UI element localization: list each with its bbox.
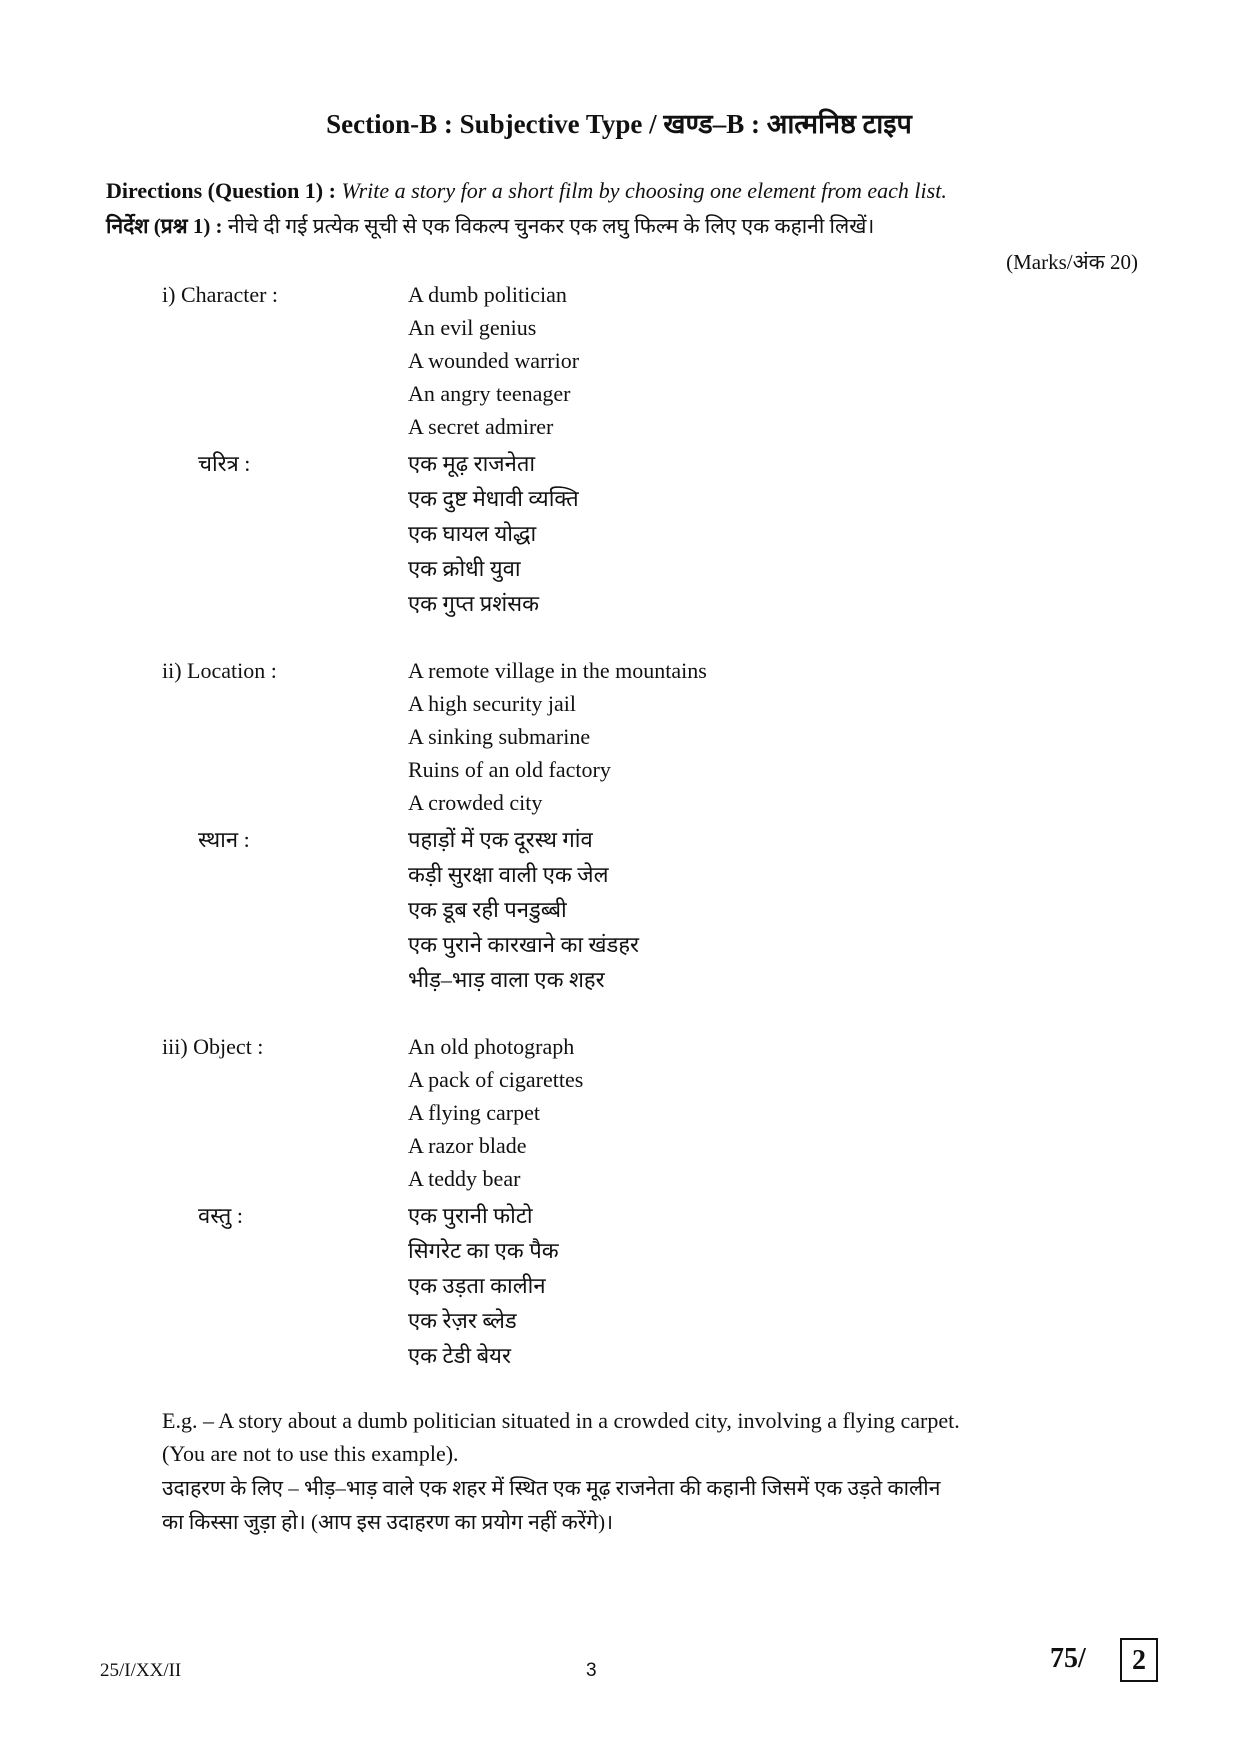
list-item: पहाड़ों में एक दूरस्थ गांव (408, 827, 593, 852)
example-english-line-1: E.g. – A story about a dumb politician situated in a crowded city, involving a flying carpet. (162, 1408, 960, 1433)
object-label: iii) Object : (162, 1034, 264, 1059)
paper-code: 25/I/XX/II (100, 1660, 182, 1681)
list-item: A pack of cigarettes (408, 1067, 584, 1092)
list-item: A crowded city (408, 790, 543, 815)
location-label-hindi: स्थान : (198, 827, 250, 852)
list-item: A flying carpet (408, 1100, 540, 1125)
list-item: A high security jail (408, 691, 577, 716)
list-item: एक क्रोधी युवा (408, 556, 521, 581)
list-item: कड़ी सुरक्षा वाली एक जेल (408, 862, 609, 887)
list-item: भीड़–भाड़ वाला एक शहर (408, 967, 605, 992)
list-item: An old photograph (408, 1034, 575, 1059)
example-english-line-2: (You are not to use this example). (162, 1441, 459, 1466)
page-number: 3 (586, 1660, 597, 1681)
list-item: एक उड़ता कालीन (408, 1273, 546, 1298)
character-label: i) Character : (162, 282, 279, 307)
list-item: एक पुराने कारखाने का खंडहर (408, 932, 640, 957)
directions-hindi (106, 212, 874, 240)
example-hindi-line-1: उदाहरण के लिए – भीड़–भाड़ वाले एक शहर में स्थित एक मूढ़ राजनेता की कहानी जिसमें एक उड़ते कालीन (162, 1476, 941, 1500)
list-item: An angry teenager (408, 381, 571, 406)
list-item: एक मूढ़ राजनेता (408, 451, 536, 476)
object-label-hindi: वस्तु : (198, 1203, 243, 1228)
directions-hindi-text: नीचे दी गई प्रत्येक सूची से एक विकल्प चुनकर एक लघु फिल्म के लिए एक कहानी लिखें। (222, 214, 875, 238)
list-item: A secret admirer (408, 414, 554, 439)
list-item: सिगरेट का एक पैक (408, 1238, 559, 1263)
list-item: A remote village in the mountains (408, 658, 707, 683)
list-item: A sinking submarine (408, 724, 591, 749)
directions-english-label: Directions (Question 1) : (106, 178, 336, 203)
list-item: A teddy bear (408, 1166, 521, 1191)
set-box: 2 (1120, 1638, 1158, 1682)
directions-hindi-label: निर्देश (प्रश्न 1) : (106, 214, 223, 238)
marks-label: (Marks/अंक 20) (1006, 250, 1138, 274)
list-item: एक गुप्त प्रशंसक (408, 591, 540, 616)
list-item: एक रेज़र ब्लेड (408, 1308, 517, 1333)
example-hindi-line-2: का किस्सा जुड़ा हो। (आप इस उदाहरण का प्रयोग नहीं करेंगे)। (162, 1510, 614, 1534)
list-item: A razor blade (408, 1133, 527, 1158)
list-item: एक पुरानी फोटो (408, 1203, 533, 1228)
list-item: एक दुष्ट मेधावी व्यक्ति (408, 486, 579, 511)
list-item: A wounded warrior (408, 348, 580, 373)
list-item: एक टेडी बेयर (408, 1343, 511, 1368)
location-label: ii) Location : (162, 658, 277, 683)
directions-english (106, 178, 947, 204)
list-item: An evil genius (408, 315, 537, 340)
list-item: A dumb politician (408, 282, 567, 307)
directions-english-text: Write a story for a short film by choosing one element from each list. (335, 178, 947, 203)
character-label-hindi: चरित्र : (198, 451, 251, 476)
list-item: एक घायल योद्धा (408, 521, 537, 546)
list-item: Ruins of an old factory (408, 757, 611, 782)
list-item: एक डूब रही पनडुब्बी (408, 897, 567, 922)
set-number: 75/ (1050, 1643, 1086, 1674)
section-title: Section-B : Subjective Type / खण्ड–B : आत्मनिष्ठ टाइप (326, 109, 912, 139)
